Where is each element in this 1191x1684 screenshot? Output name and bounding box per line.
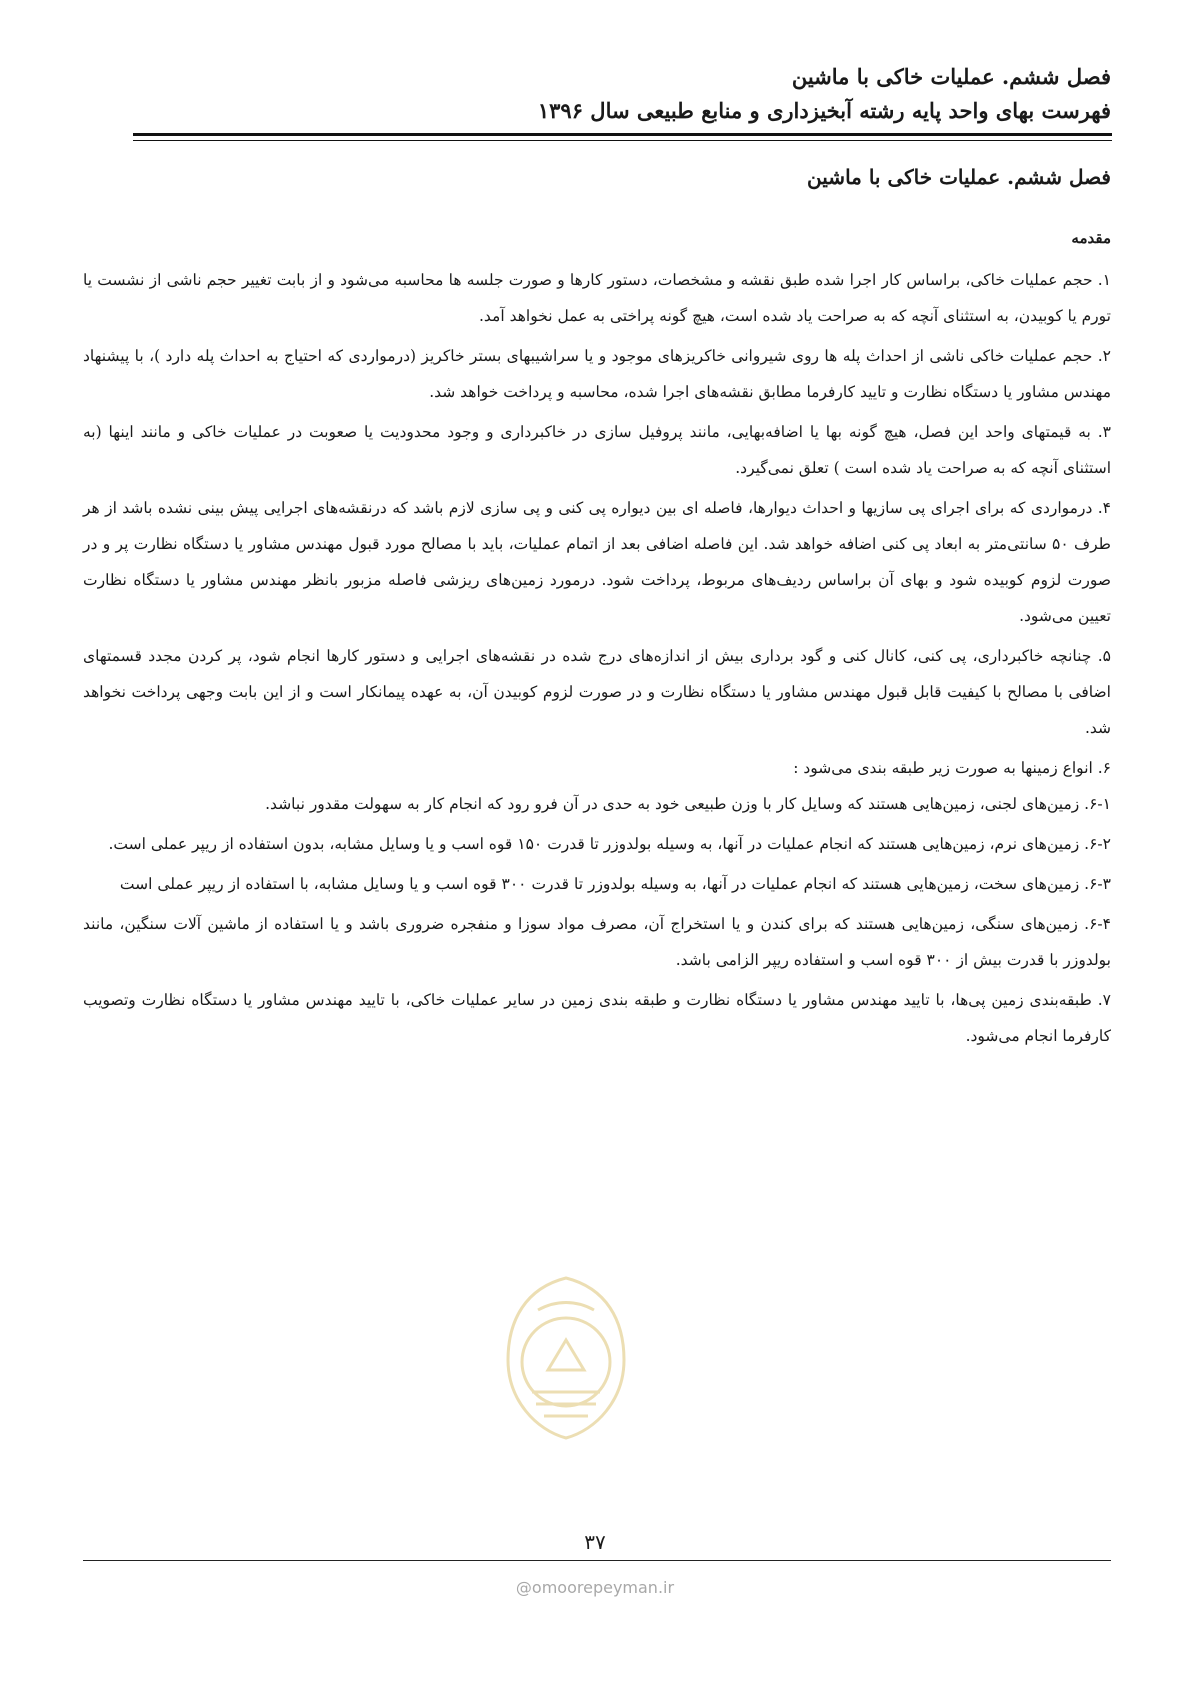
header-rule-thick	[133, 133, 1112, 136]
header-book-title: فهرست بهای واحد پایه رشته آبخیزداری و منابع طبیعی سال ۱۳۹۶	[537, 98, 1111, 123]
paragraph-6-1: ۶-۱. زمین‌های لجنی، زمین‌هایی هستند که وسایل کار با وزن طبیعی خود به حدی در آن فرو رود که انجام کار به سهولت مقدور نباشد.	[265, 795, 1111, 813]
paragraph-2: ۲. حجم عملیات خاکی ناشی از احداث پله ها روی شیروانی خاکریزهای موجود و یا سراشیبهای بستر خاکریز (درمواردی که احتیاج به احداث پله دارد )، با پیشنهاد مهندس مشاور یا دستگاه نظارت و تایید کارفرما مطابق نقشه‌های اجرا شده، محاسبه و پرداخت خواهد شد.	[83, 347, 1111, 401]
chapter-title: فصل ششم. عملیات خاکی با ماشین	[807, 165, 1111, 189]
section-heading-intro: مقدمه	[1071, 229, 1111, 247]
header-chapter-line: فصل ششم. عملیات خاکی با ماشین	[791, 64, 1111, 89]
paragraph-3: ۳. به قیمتهای واحد این فصل، هیچ گونه بها یا اضافه‌بهایی، مانند پروفیل سازی در خاکبرداری و وجود محدودیت یا صعوبت در عملیات خاکی و مانند اینها (به استثنای آنچه که به صراحت یاد شده است ) تعلق نمی‌گیرد.	[83, 423, 1111, 477]
watermark-seal-icon	[486, 1270, 646, 1445]
paragraph-6: ۶. انواع زمینها به صورت زیر طبقه بندی می‌شود :	[793, 759, 1111, 777]
paragraph-4: ۴. درمواردی که برای اجرای پی سازیها و احداث دیوارها، فاصله ای بین دیواره پی کنی و پی سازی لازم باشد که درنقشه‌های اجرایی پیش بینی نشده باشد از هر طرف ۵۰ سانتی‌متر به ابعاد پی کنی اضافه خواهد شد. این فاصله اضافی بعد از اتمام عملیات، باید با مصالح مورد قبول مهندس مشاور یا دستگاه نظارت پر و در صورت لزوم کوبیده شود و بهای آن براساس ردیف‌های مربوط، پرداخت شود. درمورد زمین‌های ریزشی فاصله مزبور بانظر مهندس مشاور یا دستگاه نظارت تعیین می‌شود.	[83, 499, 1111, 625]
paragraph-6-2: ۶-۲. زمین‌های نرم، زمین‌هایی هستند که انجام عملیات در آنها، به وسیله بولدوزر تا قدرت ۱۵۰ قوه اسب و یا وسایل مشابه، بدون استفاده از ریپر عملی است.	[108, 835, 1111, 853]
page-number: ۳۷	[584, 1530, 606, 1554]
paragraph-1: ۱. حجم عملیات خاکی، براساس کار اجرا شده طبق نقشه و مشخصات، دستور کارها و صورت جلسه ها محاسبه می‌شود و از بابت تغییر حجم ناشی از نشست یا تورم یا کوبیدن، به استثنای آنچه که به صراحت یاد شده است، هیچ گونه پراختی به عمل نخواهد آمد.	[83, 271, 1111, 325]
footer-rule	[83, 1560, 1111, 1561]
paragraph-7: ۷. طبقه‌بندی زمین پی‌ها، با تایید مهندس مشاور یا دستگاه نظارت و طبقه بندی زمین در سایر عملیات خاکی، با تایید مهندس مشاور یا دستگاه نظارت وتصویب کارفرما انجام می‌شود.	[83, 991, 1111, 1045]
paragraph-6-4: ۶-۴. زمین‌های سنگی، زمین‌هایی هستند که برای کندن و یا استخراج آن، مصرف مواد سوزا و منفجره ضروری باشد و یا استفاده از ماشین آلات سنگین، مانند بولدوزر با قدرت بیش از ۳۰۰ قوه اسب و استفاده ریپر الزامی باشد.	[83, 915, 1111, 969]
page-header	[150, 60, 1111, 128]
body-text	[83, 262, 1111, 1058]
paragraph-6-3: ۶-۳. زمین‌های سخت، زمین‌هایی هستند که انجام عملیات در آنها، به وسیله بولدوزر تا قدرت ۳۰۰ قوه اسب و یا وسایل مشابه، با استفاده از ریپر عملی است	[119, 875, 1111, 893]
footer-website: @omoorepeyman.ir	[515, 1578, 675, 1597]
paragraph-5: ۵. چنانچه خاکبرداری، پی کنی، کانال کنی و گود برداری بیش از اندازه‌های درج شده در نقشه‌های اجرایی و دستور کارها انجام شود، پر کردن مجدد قسمتهای اضافی با مصالح با کیفیت قابل قبول مهندس مشاور یا دستگاه نظارت و در صورت لزوم کوبیدن آن، به عهده پیمانکار است و از این بابت وجهی پرداخت نخواهد شد.	[83, 647, 1111, 737]
header-rule-thin	[133, 140, 1112, 141]
